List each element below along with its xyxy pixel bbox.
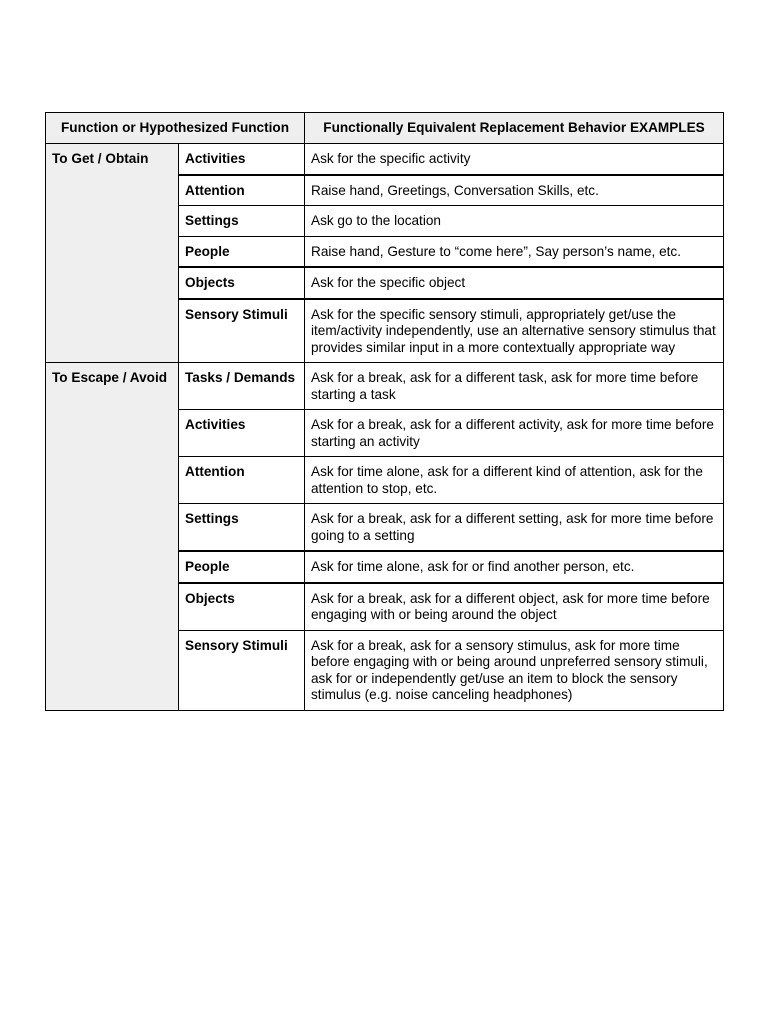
row-label: Objects	[179, 583, 305, 631]
row-label: Sensory Stimuli	[179, 630, 305, 710]
row-label: Settings	[179, 504, 305, 552]
row-example: Ask for time alone, ask for or find another person, etc.	[305, 551, 724, 583]
row-label: Settings	[179, 206, 305, 237]
replacement-behavior-table	[45, 112, 724, 711]
table-header-row	[46, 113, 724, 144]
row-label: Sensory Stimuli	[179, 299, 305, 363]
row-example: Ask for the specific sensory stimuli, appropriately get/use the item/activity independently, use an alternative sensory stimulus that provides similar input in a more contextually appropriate way	[305, 299, 724, 363]
table-row	[46, 144, 724, 175]
row-example: Ask for a break, ask for a sensory stimulus, ask for more time before engaging with or being around unpreferred sensory stimuli, ask for or independently get/use an item to block the sensory stimulus (e.g. noise canceling headphones)	[305, 630, 724, 710]
header-function: Function or Hypothesized Function	[46, 113, 305, 144]
row-label: People	[179, 236, 305, 267]
row-label: Objects	[179, 267, 305, 299]
row-label: Attention	[179, 457, 305, 504]
row-label: Tasks / Demands	[179, 363, 305, 410]
row-example: Ask for time alone, ask for a different kind of attention, ask for the attention to stop, etc.	[305, 457, 724, 504]
row-example: Ask for the specific activity	[305, 144, 724, 175]
header-examples: Functionally Equivalent Replacement Behavior EXAMPLES	[305, 113, 724, 144]
row-example: Ask for a break, ask for a different object, ask for more time before engaging with or being around the object	[305, 583, 724, 631]
row-example: Ask go to the location	[305, 206, 724, 237]
row-example: Raise hand, Gesture to “come here”, Say person’s name, etc.	[305, 236, 724, 267]
row-example: Raise hand, Greetings, Conversation Skills, etc.	[305, 175, 724, 206]
row-example: Ask for the specific object	[305, 267, 724, 299]
row-example: Ask for a break, ask for a different task, ask for more time before starting a task	[305, 363, 724, 410]
row-label: Activities	[179, 144, 305, 175]
group-label-escape-avoid: To Escape / Avoid	[46, 363, 179, 711]
group-label-get-obtain: To Get / Obtain	[46, 144, 179, 363]
row-label: Activities	[179, 410, 305, 457]
row-example: Ask for a break, ask for a different activity, ask for more time before starting an activity	[305, 410, 724, 457]
row-label: People	[179, 551, 305, 583]
table-row	[46, 363, 724, 410]
row-example: Ask for a break, ask for a different setting, ask for more time before going to a setting	[305, 504, 724, 552]
row-label: Attention	[179, 175, 305, 206]
